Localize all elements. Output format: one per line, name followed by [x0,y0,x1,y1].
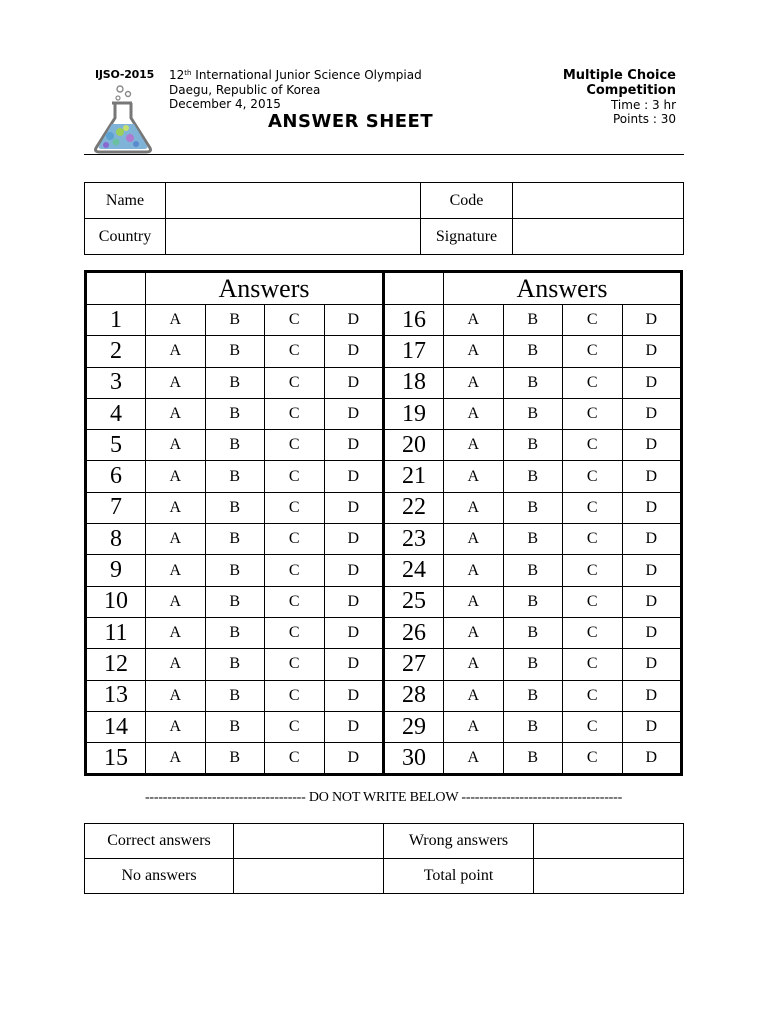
code-field[interactable] [513,183,684,219]
answer-option-d[interactable]: D [622,743,682,775]
answer-option-b[interactable]: B [205,586,265,617]
correct-answers-field[interactable] [234,824,384,859]
answer-option-a[interactable]: A [146,398,206,429]
answer-option-b[interactable]: B [205,367,265,398]
do-not-write-divider: ------------------------------------ DO NOT WRITE BELOW ------------------------------------ [144,790,623,805]
answer-option-d[interactable]: D [622,524,682,555]
competition-info [563,68,676,126]
total-point-field[interactable] [534,859,684,894]
answer-option-a[interactable]: A [146,649,206,680]
answer-option-a[interactable]: A [444,649,504,680]
question-number: 26 [384,617,444,648]
wrong-answers-field[interactable] [534,824,684,859]
no-answers-label: No answers [85,859,234,894]
answer-option-a[interactable]: A [146,461,206,492]
answer-option-b[interactable]: B [205,649,265,680]
answer-option-b[interactable]: B [205,461,265,492]
answer-option-d[interactable]: D [324,336,384,367]
answer-option-c[interactable]: C [265,743,325,775]
answer-option-b[interactable]: B [205,492,265,523]
answer-grid [84,270,683,776]
answer-option-a[interactable]: A [444,680,504,711]
answer-option-d[interactable]: D [622,336,682,367]
answer-option-c[interactable]: C [563,586,623,617]
answer-option-d[interactable]: D [622,617,682,648]
event-location: Daegu, Republic of Korea [169,82,321,97]
event-info [169,68,422,112]
answer-option-c[interactable]: C [265,492,325,523]
answer-row [86,555,682,586]
answer-option-a[interactable]: A [444,711,504,742]
points-total: Points : 30 [613,112,676,126]
answer-rows [86,305,682,775]
answer-option-d[interactable]: D [622,305,682,336]
question-number: 8 [86,524,146,555]
answer-option-d[interactable]: D [324,743,384,775]
question-number: 1 [86,305,146,336]
answer-option-d[interactable]: D [324,680,384,711]
question-number: 29 [384,711,444,742]
answer-option-c[interactable]: C [563,305,623,336]
answer-option-a[interactable]: A [444,367,504,398]
answer-row [86,430,682,461]
answer-option-a[interactable]: A [146,617,206,648]
answer-option-b[interactable]: B [205,680,265,711]
answer-option-b[interactable]: B [205,743,265,775]
answer-option-d[interactable]: D [324,398,384,429]
answer-option-a[interactable]: A [444,586,504,617]
answer-option-a[interactable]: A [146,524,206,555]
answer-option-d[interactable]: D [622,711,682,742]
answer-option-b[interactable]: B [503,617,563,648]
event-date: December 4, 2015 [169,97,281,111]
question-number: 11 [86,617,146,648]
total-point-label: Total point [384,859,534,894]
answer-row [86,367,682,398]
question-number: 19 [384,398,444,429]
answer-option-a[interactable]: A [444,430,504,461]
answer-option-d[interactable]: D [622,461,682,492]
answer-option-c[interactable]: C [563,711,623,742]
answer-option-a[interactable]: A [444,524,504,555]
answer-option-d[interactable]: D [324,430,384,461]
answer-option-c[interactable]: C [265,367,325,398]
signature-field[interactable] [513,219,684,255]
answer-option-a[interactable]: A [146,430,206,461]
answer-option-b[interactable]: B [503,555,563,586]
page-title: ANSWER SHEET [268,111,434,132]
flask-logo-icon [90,84,156,154]
answer-option-a[interactable]: A [146,305,206,336]
question-number: 9 [86,555,146,586]
question-number: 27 [384,649,444,680]
answer-row [86,305,682,336]
answer-option-c[interactable]: C [265,680,325,711]
answer-option-c[interactable]: C [265,305,325,336]
answer-option-a[interactable]: A [146,492,206,523]
answer-option-c[interactable]: C [563,367,623,398]
competition-type: Multiple Choice [562,68,676,83]
question-number: 2 [86,336,146,367]
answer-option-d[interactable]: D [622,492,682,523]
question-number: 3 [86,367,146,398]
answer-row [86,649,682,680]
answer-option-c[interactable]: C [265,461,325,492]
answer-option-a[interactable]: A [146,555,206,586]
answer-option-c[interactable]: C [265,524,325,555]
question-number: 6 [86,461,146,492]
answer-option-b[interactable]: B [503,336,563,367]
answer-option-c[interactable]: C [563,649,623,680]
answer-option-b[interactable]: B [205,398,265,429]
answer-option-d[interactable]: D [324,711,384,742]
answers-corner-left [86,272,146,305]
answer-option-c[interactable]: C [265,617,325,648]
answer-option-c[interactable]: C [563,461,623,492]
answer-option-c[interactable]: C [265,555,325,586]
answer-option-b[interactable]: B [503,711,563,742]
question-number: 17 [384,336,444,367]
answer-option-a[interactable]: A [444,398,504,429]
answer-option-d[interactable]: D [324,586,384,617]
country-label: Country [85,219,166,255]
answer-option-b[interactable]: B [503,649,563,680]
question-number: 14 [86,711,146,742]
question-number: 28 [384,680,444,711]
answer-option-b[interactable]: B [503,305,563,336]
answer-option-b[interactable]: B [205,555,265,586]
answer-option-d[interactable]: D [622,586,682,617]
answer-option-b[interactable]: B [205,711,265,742]
question-number: 24 [384,555,444,586]
identity-table [84,182,684,255]
question-number: 25 [384,586,444,617]
answer-option-a[interactable]: A [146,743,206,775]
name-field[interactable] [166,183,421,219]
no-answers-field[interactable] [234,859,384,894]
answer-option-c[interactable]: C [563,430,623,461]
answer-option-a[interactable]: A [146,367,206,398]
answer-option-b[interactable]: B [205,617,265,648]
event-name: 12th International Junior Science Olympiad [169,68,422,82]
wrong-answers-label: Wrong answers [384,824,534,859]
answer-option-d[interactable]: D [622,555,682,586]
answer-option-d[interactable]: D [622,680,682,711]
answer-option-b[interactable]: B [503,586,563,617]
answer-option-d[interactable]: D [324,367,384,398]
question-number: 12 [86,649,146,680]
answers-header-right: Answers [444,272,682,305]
answers-corner-right [384,272,444,305]
answer-option-c[interactable]: C [265,398,325,429]
answer-option-b[interactable]: B [205,305,265,336]
answer-option-d[interactable]: D [324,617,384,648]
answer-option-c[interactable]: C [563,492,623,523]
answer-option-a[interactable]: A [146,680,206,711]
answer-option-d[interactable]: D [324,524,384,555]
question-number: 30 [384,743,444,775]
answer-option-b[interactable]: B [503,743,563,775]
answer-row [86,680,682,711]
answer-option-d[interactable]: D [622,649,682,680]
time-limit: Time : 3 hr [610,98,676,112]
answer-row [86,461,682,492]
answer-option-a[interactable]: A [146,336,206,367]
answer-option-b[interactable]: B [503,680,563,711]
answer-row [86,524,682,555]
answers-header-left: Answers [146,272,384,305]
question-number: 23 [384,524,444,555]
answer-option-a[interactable]: A [444,305,504,336]
question-number: 22 [384,492,444,523]
answer-row [86,336,682,367]
answer-option-c[interactable]: C [265,649,325,680]
answer-option-d[interactable]: D [622,398,682,429]
answer-option-a[interactable]: A [444,461,504,492]
answer-option-c[interactable]: C [265,430,325,461]
answer-option-d[interactable]: D [324,649,384,680]
answer-row [86,743,682,775]
answer-row [86,586,682,617]
answer-option-b[interactable]: B [503,492,563,523]
answer-option-c[interactable]: C [563,555,623,586]
code-label: Code [421,183,513,219]
signature-label: Signature [421,219,513,255]
answer-option-b[interactable]: B [503,461,563,492]
question-number: 15 [86,743,146,775]
answer-option-c[interactable]: C [563,743,623,775]
answer-option-b[interactable]: B [205,430,265,461]
answer-option-b[interactable]: B [503,430,563,461]
question-number: 10 [86,586,146,617]
answer-option-a[interactable]: A [146,586,206,617]
answer-option-c[interactable]: C [265,711,325,742]
answer-row [86,711,682,742]
answer-option-c[interactable]: C [563,617,623,648]
question-number: 4 [86,398,146,429]
question-number: 5 [86,430,146,461]
question-number: 21 [384,461,444,492]
answer-option-c[interactable]: C [563,524,623,555]
answer-option-d[interactable]: D [622,367,682,398]
answer-option-d[interactable]: D [324,555,384,586]
answer-row [86,492,682,523]
answer-option-c[interactable]: C [563,680,623,711]
competition-type-2: Competition [586,83,676,98]
correct-answers-label: Correct answers [85,824,234,859]
answer-option-c[interactable]: C [563,398,623,429]
answer-option-b[interactable]: B [503,398,563,429]
answer-option-d[interactable]: D [324,461,384,492]
question-number: 13 [86,680,146,711]
answer-option-d[interactable]: D [324,305,384,336]
answer-option-a[interactable]: A [444,555,504,586]
answer-option-b[interactable]: B [205,336,265,367]
olympiad-logo-text: IJSO-2015 [95,68,155,81]
answer-option-a[interactable]: A [146,711,206,742]
question-number: 7 [86,492,146,523]
score-table [84,823,684,894]
answer-option-d[interactable]: D [622,430,682,461]
name-label: Name [85,183,166,219]
question-number: 16 [384,305,444,336]
answer-option-c[interactable]: C [265,586,325,617]
answer-option-a[interactable]: A [444,336,504,367]
answer-option-c[interactable]: C [265,336,325,367]
answer-option-b[interactable]: B [503,524,563,555]
answer-option-b[interactable]: B [503,367,563,398]
country-field[interactable] [166,219,421,255]
answer-option-b[interactable]: B [205,524,265,555]
answer-option-a[interactable]: A [444,492,504,523]
answer-option-a[interactable]: A [444,617,504,648]
sheet-header [84,60,684,155]
answer-option-c[interactable]: C [563,336,623,367]
answer-row [86,398,682,429]
question-number: 20 [384,430,444,461]
answer-option-a[interactable]: A [444,743,504,775]
question-number: 18 [384,367,444,398]
answer-option-d[interactable]: D [324,492,384,523]
answer-row [86,617,682,648]
